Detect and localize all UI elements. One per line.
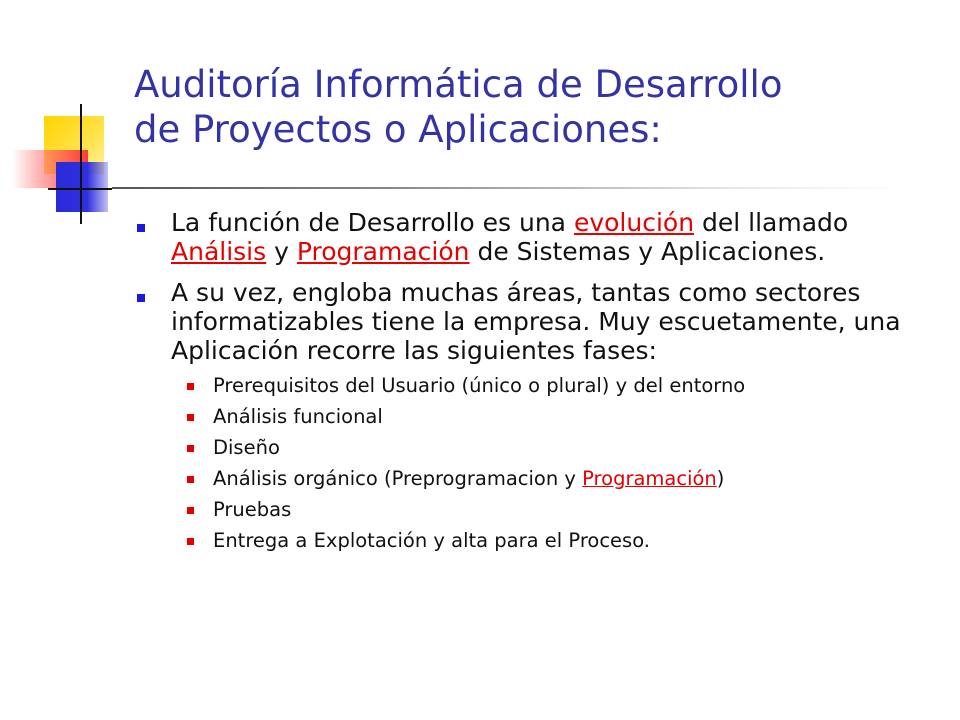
- square-bullet-icon: [187, 414, 194, 421]
- link-programacion[interactable]: Programación: [296, 237, 470, 266]
- title-underline-rule: [112, 187, 902, 189]
- bullet-text: A su vez, engloba muchas áreas, tantas como sectores informatizables tiene la empresa. Muy escuetamente, una Aplicación recorre las siguientes fases:: [171, 278, 901, 365]
- bullet-item-areas: [134, 278, 924, 553]
- text-segment: ): [716, 467, 725, 490]
- bullet-list: [134, 208, 924, 565]
- phase-text: [213, 467, 724, 490]
- text-segment: La función de Desarrollo es una: [171, 208, 574, 237]
- phase-item-analisis-funcional: [171, 404, 924, 429]
- phase-text: Pruebas: [213, 498, 292, 521]
- link-programacion-sub[interactable]: Programación: [582, 467, 717, 490]
- square-bullet-icon: [187, 507, 194, 514]
- phase-text: Análisis funcional: [213, 405, 383, 428]
- horizontal-line-decoration: [48, 188, 112, 190]
- square-bullet-icon: [137, 224, 145, 232]
- text-segment: y: [266, 237, 297, 266]
- bullet-item-desarrollo: [134, 208, 924, 266]
- phase-item-prerequisitos: [171, 373, 924, 398]
- slide-title-line-1: Auditoría Informática de Desarrollo: [134, 63, 783, 106]
- text-segment: del llamado: [694, 208, 849, 237]
- phase-item-pruebas: [171, 497, 924, 522]
- phase-text: Prerequisitos del Usuario (único o plural) y del entorno: [213, 374, 746, 397]
- text-segment: de Sistemas y Aplicaciones.: [469, 237, 826, 266]
- phase-item-diseno: [171, 435, 924, 460]
- phases-list: [171, 373, 924, 553]
- slide-title: [134, 62, 924, 152]
- square-bullet-icon: [187, 476, 194, 483]
- square-bullet-icon: [137, 294, 145, 302]
- text-segment: Análisis orgánico (Preprogramacion y: [213, 467, 583, 490]
- phase-item-entrega: [171, 528, 924, 553]
- phase-text: Diseño: [213, 436, 280, 459]
- square-bullet-icon: [187, 445, 194, 452]
- slide-title-line-2: de Proyectos o Aplicaciones:: [134, 108, 662, 151]
- phase-item-analisis-organico: [171, 466, 924, 491]
- square-bullet-icon: [187, 538, 194, 545]
- vertical-line-decoration: [80, 104, 82, 224]
- blue-square-decoration: [56, 162, 108, 212]
- link-evolucion[interactable]: evolución: [573, 208, 695, 237]
- bullet-text: [171, 208, 924, 266]
- phase-text: Entrega a Explotación y alta para el Proceso.: [213, 529, 650, 552]
- square-bullet-icon: [187, 383, 194, 390]
- link-analisis[interactable]: Análisis: [171, 237, 267, 266]
